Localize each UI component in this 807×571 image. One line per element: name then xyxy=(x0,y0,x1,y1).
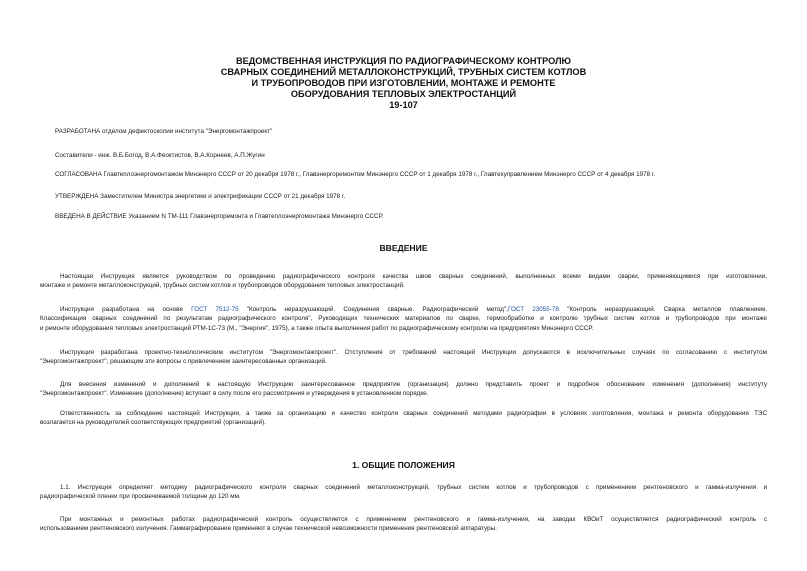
title-line-2: СВАРНЫХ СОЕДИНЕНИЙ МЕТАЛЛОКОНСТРУКЦИЙ, ТРУБНЫХ СИСТЕМ КОТЛОВ xyxy=(220,67,587,77)
intro-paragraph-5 xyxy=(40,409,767,428)
text-line: Ответственность за соблюдение настоящей Инструкции, а также за организацию и качество контроля сварных соединений методами радиографии в условиях изготовления, монтажа и ремонта оборудования ТЭС xyxy=(60,410,767,417)
document-title xyxy=(150,56,657,111)
title-line-4: ОБОРУДОВАНИЯ ТЕПЛОВЫХ ЭЛЕКТРОСТАНЦИЙ xyxy=(290,89,517,99)
section-1-paragraph-2 xyxy=(40,515,767,534)
effective-notice: ВВЕДЕНА В ДЕЙСТВИЕ Указанием N ТМ-111 Главэнергоремонта и Главтеплоэнергомонтажа Минэнерго СССР. xyxy=(55,213,384,220)
intro-paragraph-4 xyxy=(40,380,767,399)
text-line: Классификация сварных соединений по результатам радиографического контроля", Руководящих технических материалов по сварке, термообработке и контролю трубных систем котлов и трубопроводов при монтаже xyxy=(40,315,767,323)
text-line: Настоящая Инструкция является руководством по проведению радиографического контроля качества швов сварных соединений, выполненных всеми видами сварки, применяющимися при изготовлении, xyxy=(60,273,767,280)
title-line-1: ВЕДОМСТВЕННАЯ ИНСТРУКЦИЯ ПО РАДИОГРАФИЧЕСКОМУ КОНТРОЛЮ xyxy=(235,56,572,66)
text-line: радиографической пленки при просвечиваемой толщине до 120 мм. xyxy=(40,493,241,501)
intro-paragraph-2 xyxy=(40,305,767,333)
approved-by: УТВЕРЖДЕНА Заместителем Министра энергетики и электрификации СССР от 21 декабря 1978 г. xyxy=(55,193,346,200)
text-line: возлагается на руководителей соответствующих предприятий (организаций). xyxy=(40,419,266,427)
intro-paragraph-3 xyxy=(40,348,767,367)
document-number: 19-107 xyxy=(389,100,418,110)
developed-by: РАЗРАБОТАНА отделом дефектоскопии института "Энергомонтажпроект" xyxy=(55,128,273,135)
section-1-heading: 1. ОБЩИЕ ПОЛОЖЕНИЯ xyxy=(352,460,455,470)
text-line: монтаже и ремонте металлоконструкций, трубных систем котлов и трубопроводов оборудования тепловых электростанций. xyxy=(40,282,405,290)
text-line: и ремонте оборудования тепловых электростанций РТМ-1С-73 (М., "Энергия", 1975), а также опыта выполнения работ по радиографическому контролю на предприятиях Минэнерго СССР. xyxy=(40,324,594,332)
intro-paragraph-1 xyxy=(40,272,767,291)
text-fragment: Инструкция разработана на основе xyxy=(60,306,192,313)
intro-heading: ВВЕДЕНИЕ xyxy=(379,243,428,253)
text-line: Для внесения изменений и дополнений в настоящую Инструкцию заинтересованное предприятие (организация) должно представить проект и подробное обоснование изменения (дополнения) институту xyxy=(60,381,767,388)
text-line: использованием рентгеновского излучения. Гаммаграфирование применяют в случае технической невозможности применения рентгеновской аппаратуры. xyxy=(40,525,497,533)
title-line-3: И ТРУБОПРОВОДОВ ПРИ ИЗГОТОВЛЕНИИ, МОНТАЖЕ И РЕМОНТЕ xyxy=(251,78,556,88)
text-line: При монтажных и ремонтных работах радиографический контроль осуществляется с применением рентгеновского и гамма-излучения, на заводах КВОиТ осуществляется радиографический контроль с xyxy=(60,516,767,523)
text-fragment: "Контроль неразрушающий. Сварка металлов плавлением. xyxy=(558,306,767,313)
text-fragment: "Контроль неразрушающий. Соединения сварные. Радиографический метод", xyxy=(238,306,508,313)
text-line xyxy=(40,305,767,314)
gost-7512-link[interactable]: ГОСТ 7512-75 xyxy=(191,306,239,313)
agreed-by: СОГЛАСОВАНА Главтеплоэнергомонтажом Минэнерго СССР от 20 декабря 1978 г., Главэнергоремонтом Минэнерго СССР от 1 декабря 1978 г., Главтехуправлением Минэнерго СССР от 4 декабря 1978 г. xyxy=(55,171,656,178)
section-1-paragraph-1 xyxy=(40,483,767,502)
text-line: "Энергомонтажпроект". Изменение (дополнение) вступает в силу после его рассмотрения и утверждения в установленном порядке. xyxy=(40,390,429,398)
gost-23055-link[interactable]: ГОСТ 23055-78 xyxy=(507,306,559,313)
text-line: 1.1. Инструкция определяет методику радиографического контроля сварных соединений металлоконструкций, трубных систем котлов и трубопроводов с применением рентгеновского и гамма-излучения и xyxy=(60,484,767,491)
authors: Составители - инж. В.Б.Богод, В.А.Феоктистов, В.А.Корнеев, А.П.Жугин xyxy=(55,152,265,159)
text-line: Инструкция разработана проектно-технологическим институтом "Энергомонтажпроект". Отступления от требований настоящей Инструкции допускаются в исключительных случаях по согласованию с институтом xyxy=(60,349,767,356)
text-line: "Энергомонтажпроект", решающим эти вопросы с привлечением заинтересованных организаций. xyxy=(40,358,327,366)
